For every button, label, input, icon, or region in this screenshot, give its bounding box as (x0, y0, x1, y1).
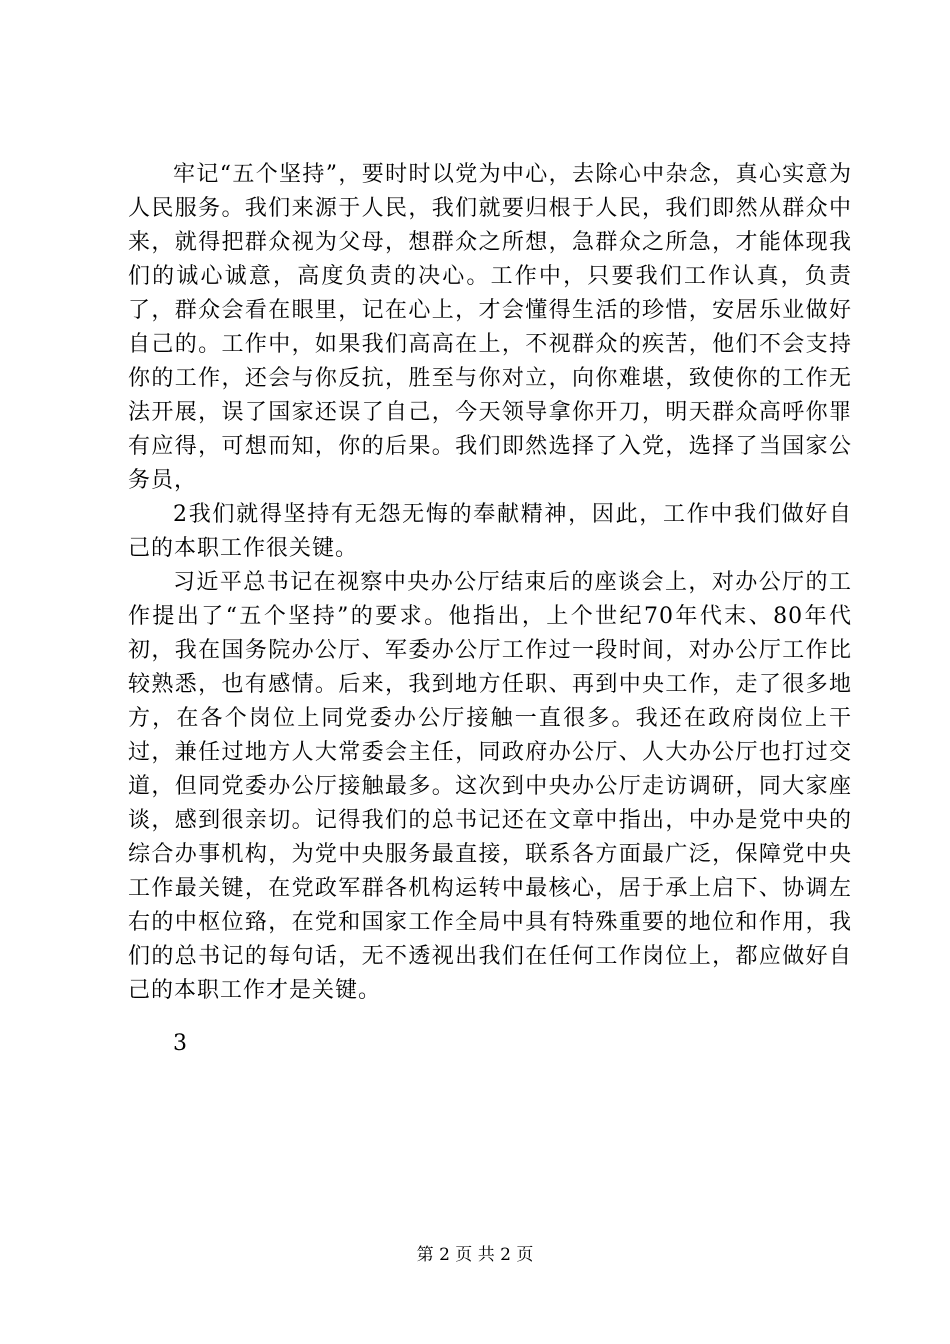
paragraph-3: 习近平总书记在视察中央办公厅结束后的座谈会上，对办公厅的工作提出了“五个坚持”的要求。他指出，上个世纪70年代末、80年代初，我在国务院办公厅、军委办公厅工作过一段时间，对办公厅工作比较熟悉，也有感情。后来，我到地方任职、再到中央工作，走了很多地方，在各个岗位上同党委办公厅接触一直很多。我还在政府岗位上干过，兼任过地方人大常委会主任，同政府办公厅、人大办公厅也打过交道，但同党委办公厅接触最多。这次到中央办公厅走访调研，同大家座谈，感到很亲切。记得我们的总书记还在文章中指出，中办是党中央的综合办事机构，为党中央服务最直接，联系各方面最广泛，保障党中央工作最关键，在党政军群各机构运转中最核心，居于承上启下、协调左右的中枢位臵，在党和国家工作全局中具有特殊重要的地位和作用，我们的总书记的每句话，无不透视出我们在任何工作岗位上，都应做好自己的本职工作才是关键。 (128, 570, 853, 1003)
paragraph-2: 2我们就得坚持有无怨无悔的奉献精神，因此，工作中我们做好自己的本职工作很关键。 (128, 502, 852, 561)
paragraph-1: 牢记“五个坚持”，要时时以党为中心，去除心中杂念，真心实意为人民服务。我们来源于人民，我们就要归根于人民，我们即然从群众中来，就得把群众视为父母，想群众之所想，急群众之所急，才能体现我们的诚心诚意，高度负责的决心。工作中，只要我们工作认真，负责了，群众会看在眼里，记在心上，才会懂得生活的珍惜，安居乐业做好自己的。工作中，如果我们高高在上，不视群众的疾苦，他们不会支持你的工作，还会与你反抗，胜至与你对立，向你难堪，致使你的工作无法开展，误了国家还误了自己，今天领导拿你开刀，明天群众高呼你罪有应得，可想而知，你的后果。我们即然选择了入党，选择了当国家公务员， (128, 162, 852, 493)
page-footer: 第 2 页 共 2 页 (416, 1245, 534, 1265)
document-body (128, 158, 852, 1008)
inline-page-marker: 3 (173, 1031, 187, 1056)
